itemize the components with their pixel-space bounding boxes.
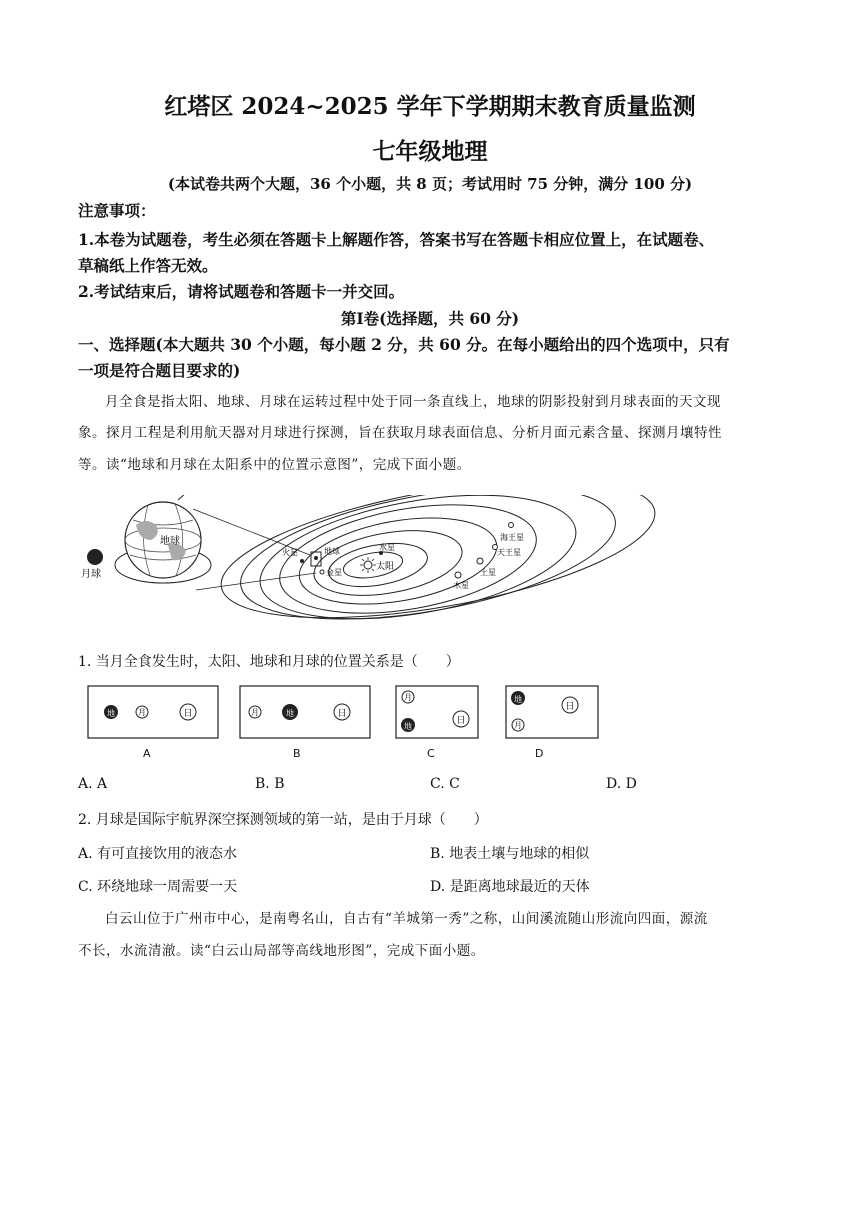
svg-text:月: 月 (514, 721, 522, 730)
venus-label: 金星 (326, 568, 342, 577)
q2-option-d: D. 是距离地球最近的天体 (430, 879, 590, 895)
notice-item-1: 1.本卷为试题卷，考生必须在答题卡上解题作答，答案书写在答题卡相应位置上，在试题卷、 (78, 230, 715, 249)
q1-caption-b: B (293, 747, 301, 760)
q1-option-a: A. A (78, 776, 108, 792)
notice-heading: 注意事项： (78, 201, 156, 220)
svg-text:地: 地 (107, 709, 115, 718)
page-title: 红塔区 2024~2025 学年下学期期末教育质量监测 (164, 93, 696, 120)
q1-figure-b (240, 686, 370, 738)
svg-text:月: 月 (404, 693, 412, 702)
earth-globe-label: 地球 (160, 536, 180, 547)
uranus-label: 天王星 (497, 548, 521, 557)
passage-1-line-2: 象。探月工程是利用航天器对月球进行探测，旨在获取月球表面信息、分析月面元素含量、探测月壤特性 (78, 425, 722, 441)
svg-text:地: 地 (286, 709, 294, 718)
passage-1-line-3: 等。读“地球和月球在太阳系中的位置示意图”，完成下面小题。 (78, 457, 471, 473)
svg-text:日: 日 (456, 716, 466, 726)
q1-figures (78, 683, 608, 745)
q1-option-c: C. C (430, 776, 460, 792)
jupiter-label: 木星 (453, 581, 469, 590)
svg-text:日: 日 (565, 702, 575, 712)
q1-caption-d: D (535, 747, 544, 760)
svg-text:日: 日 (183, 709, 193, 719)
q1-figure-c (396, 686, 478, 738)
jupiter-icon (455, 572, 461, 578)
section-title: 第Ⅰ卷(选择题，共 60 分) (340, 309, 520, 328)
passage-2-line-2: 不长，水流清澈。读“白云山局部等高线地形图”，完成下面小题。 (78, 943, 485, 959)
solar-system-diagram (78, 495, 678, 620)
section-instructions: 一、选择题(本大题共 30 个小题，每小题 2 分，共 60 分。在每小题给出的四个选项中，只有 (78, 335, 730, 354)
passage-1-line-1: 月全食是指太阳、地球、月球在运转过程中处于同一条直线上，地球的阴影投射到月球表面的天文现 (105, 394, 721, 410)
question-2-stem: 2. 月球是国际宇航界深空探测领域的第一站，是由于月球（ ） (78, 812, 488, 828)
neptune-label: 海王星 (500, 533, 524, 542)
earth-planet-label: 地球 (324, 547, 340, 556)
svg-text:日: 日 (337, 709, 347, 719)
q1-caption-a: A (143, 747, 151, 760)
svg-text:月: 月 (251, 708, 259, 717)
q1-option-b: B. B (255, 776, 285, 792)
q1-option-d: D. D (606, 776, 637, 792)
page-subtitle: 七年级地理 (372, 138, 488, 165)
planet-orbits (211, 495, 664, 620)
notice-item-2: 2.考试结束后，请将试题卷和答题卡一并交回。 (78, 282, 405, 301)
earth-icon (314, 556, 318, 560)
sun-icon (360, 557, 376, 573)
moon-icon (87, 549, 103, 565)
q1-caption-c: C (427, 747, 435, 760)
moon-label: 月球 (81, 569, 101, 580)
question-1-stem: 1. 当月全食发生时，太阳、地球和月球的位置关系是（ ） (78, 654, 460, 670)
exam-info: (本试卷共两个大题，36 个小题，共 8 页；考试用时 75 分钟，满分 100 分) (167, 175, 693, 193)
saturn-icon (477, 558, 483, 564)
q1-figure-a (88, 686, 218, 738)
svg-text:地: 地 (514, 695, 522, 704)
neptune-icon (509, 523, 514, 528)
venus-icon (320, 570, 324, 574)
svg-text:月: 月 (138, 708, 146, 717)
passage-2-line-1: 白云山位于广州市中心，是南粤名山，自古有“羊城第一秀”之称，山间溪流随山形流向四面，源流 (105, 911, 708, 927)
notice-item-1-cont: 草稿纸上作答无效。 (78, 256, 218, 275)
mars-label: 火星 (282, 548, 298, 557)
mars-icon (300, 559, 304, 563)
q1-figure-d (506, 686, 598, 738)
q2-option-a: A. 有可直接饮用的液态水 (78, 846, 238, 862)
q2-option-c: C. 环绕地球一周需要一天 (78, 879, 238, 895)
svg-text:地: 地 (404, 722, 412, 731)
section-instructions-cont: 一项是符合题目要求的) (78, 361, 241, 380)
sun-label: 太阳 (376, 562, 395, 572)
q2-option-b: B. 地表土壤与地球的相似 (430, 846, 590, 862)
saturn-label: 土星 (480, 568, 496, 577)
mercury-label: 水星 (379, 543, 395, 552)
